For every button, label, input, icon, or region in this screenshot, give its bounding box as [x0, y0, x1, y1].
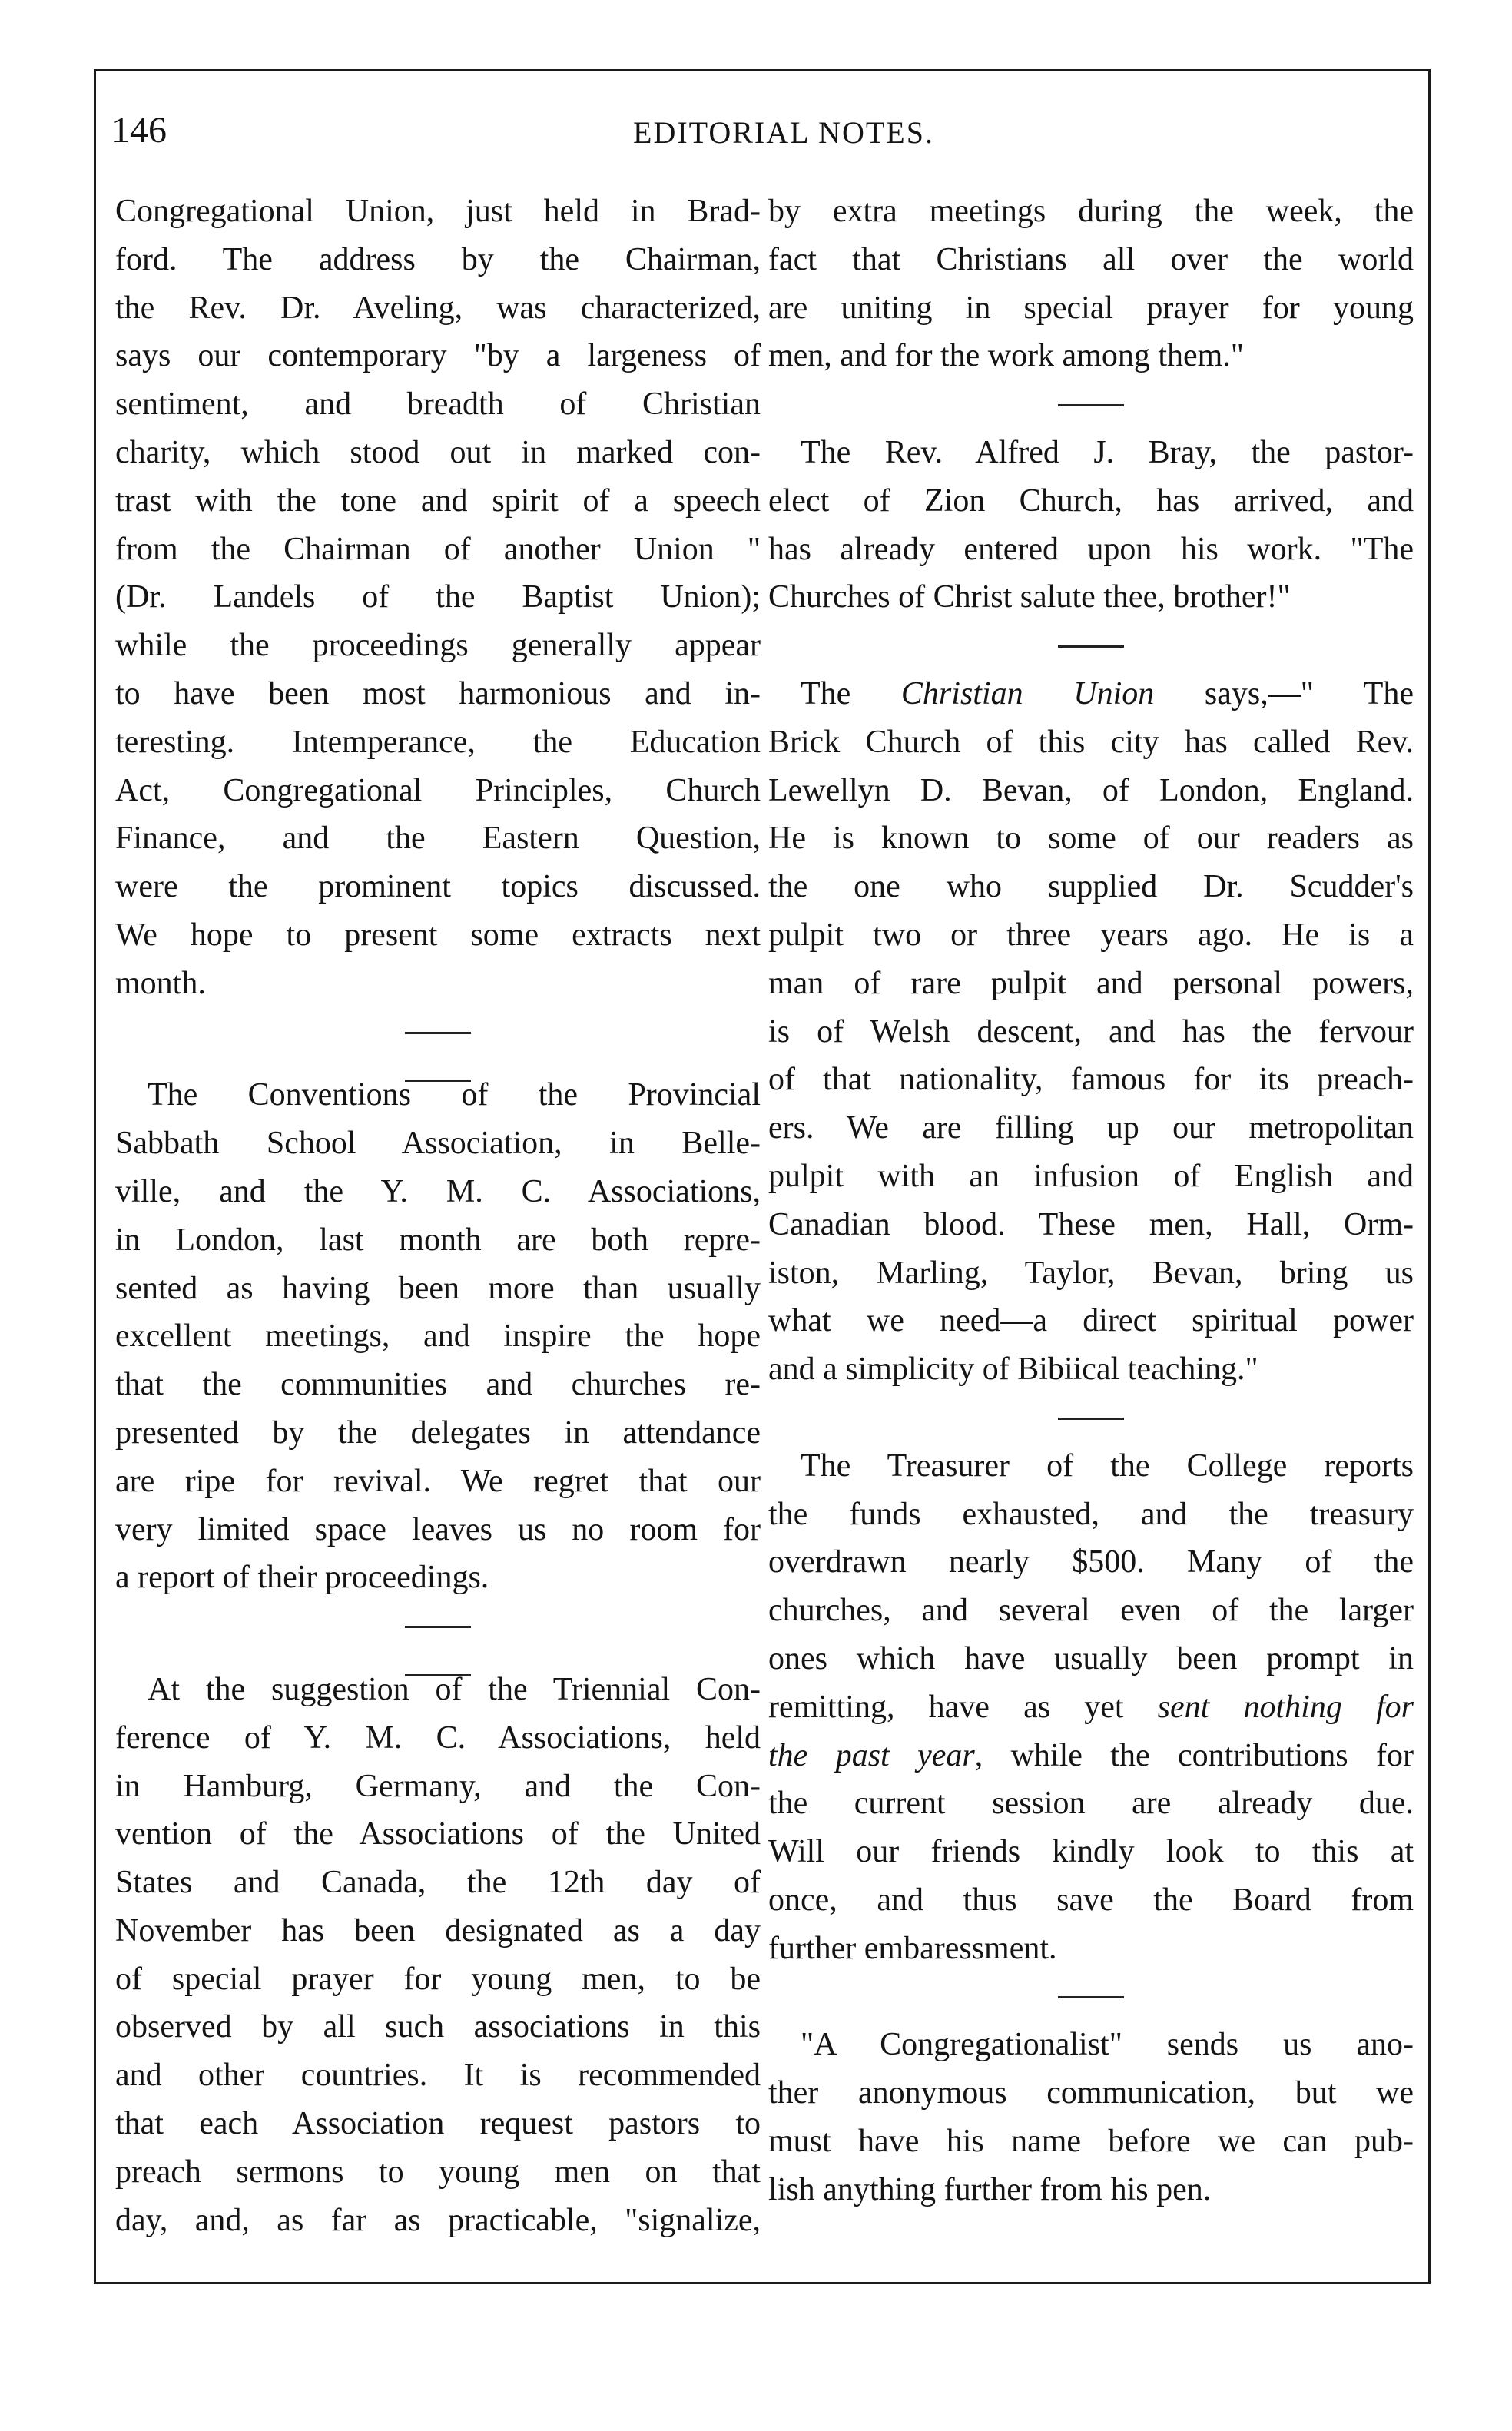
text-line: must have his name before we can pub- — [768, 2123, 1414, 2159]
text-line: to have been most harmonious and in- — [115, 675, 761, 711]
section-divider — [768, 1394, 1414, 1442]
text-line: pulpit two or three years ago. He is a — [768, 917, 1414, 953]
text-run: remitting, have as yet — [768, 1689, 1158, 1725]
text-line: Lewellyn D. Bevan, of London, England. — [768, 772, 1414, 808]
right-border-rule — [1428, 69, 1431, 2282]
text-run: , while the contributions for — [974, 1737, 1414, 1773]
text-line: Brick Church of this city has called Rev. — [768, 724, 1414, 760]
text-line: The Treasurer of the College reports — [801, 1448, 1414, 1484]
text-line: from the Chairman of another Union " — [115, 531, 761, 567]
text-line: that each Association request pastors to — [115, 2106, 761, 2142]
left-border-rule — [94, 69, 96, 2282]
text-run: says,—" The — [1154, 675, 1414, 711]
text-line: says our contemporary "by a largeness of — [115, 338, 761, 374]
section-divider — [768, 1972, 1414, 2021]
emphasis-text: sent nothing for — [1157, 1689, 1414, 1725]
text-line: in London, last month are both repre- — [115, 1222, 761, 1258]
text-line: "A Congregationalist" sends us ano- — [801, 2027, 1414, 2063]
text-line: were the prominent topics discussed. — [115, 869, 761, 905]
text-line: that the communities and churches re- — [115, 1367, 761, 1403]
text-line — [768, 670, 1414, 718]
text-line: and other countries. It is recommended — [115, 2058, 761, 2094]
paragraph-day-of-prayer — [115, 1666, 761, 2245]
text-line: fact that Christians all over the world — [768, 241, 1414, 277]
text-line: Canadian blood. These men, Hall, Orm- — [768, 1206, 1414, 1242]
publication-title: Christian Union — [900, 675, 1155, 711]
text-line: The Rev. Alfred J. Bray, the pastor- — [801, 434, 1414, 470]
text-line: excellent meetings, and inspire the hope — [115, 1318, 761, 1355]
text-line: pulpit with an infusion of English and — [768, 1158, 1414, 1194]
emphasis-text: the past year — [768, 1737, 975, 1773]
text-line: ther anonymous communication, but we — [768, 2075, 1414, 2111]
text-line: while the proceedings generally appear — [115, 628, 761, 664]
right-column — [768, 187, 1414, 2214]
text-line: observed by all such associations in this — [115, 2009, 761, 2045]
text-line: has already entered upon his work. "The — [768, 531, 1414, 567]
text-line: Churches of Christ salute thee, brother!" — [768, 579, 1291, 615]
text-line: ones which have usually been prompt in — [768, 1640, 1414, 1676]
paragraph-provincial-conventions — [115, 1071, 761, 1602]
text-line: Congregational Union, just held in Brad- — [115, 194, 761, 229]
text-line: what we need—a direct spiritual power — [768, 1303, 1414, 1339]
left-column — [115, 187, 761, 2244]
text-line: preach sermons to young men on that — [115, 2154, 761, 2190]
running-head: EDITORIAL NOTES. — [633, 115, 934, 150]
text-line: He is known to some of our readers as — [768, 821, 1414, 857]
text-run: The — [801, 675, 901, 711]
text-line: a report of their proceedings. — [115, 1560, 489, 1596]
text-line: overdrawn nearly $500. Many of the — [768, 1544, 1414, 1580]
text-line: day, and, as far as practicable, "signalize, — [115, 2202, 761, 2238]
text-line: sented as having been more than usually — [115, 1270, 761, 1306]
text-line: vention of the Associations of the United — [115, 1816, 761, 1852]
text-line: (Dr. Landels of the Baptist Union); — [115, 579, 761, 615]
text-line: in Hamburg, Germany, and the Con- — [115, 1768, 761, 1804]
text-line: Finance, and the Eastern Question, — [115, 821, 761, 857]
text-line: ford. The address by the Chairman, — [115, 241, 761, 277]
paragraph-christian-union — [768, 670, 1414, 1394]
text-line: ference of Y. M. C. Associations, held — [115, 1720, 761, 1756]
text-line: lish anything further from his pen. — [768, 2171, 1212, 2207]
text-line: Sabbath School Association, in Belle- — [115, 1126, 761, 1162]
text-line: charity, which stood out in marked con- — [115, 434, 761, 470]
text-line: teresting. Intemperance, the Education — [115, 724, 761, 760]
text-line: men, and for the work among them." — [768, 338, 1244, 374]
section-divider — [768, 380, 1414, 429]
text-line: are uniting in special prayer for young — [768, 290, 1414, 326]
text-line: presented by the delegates in attendance — [115, 1414, 761, 1451]
text-line: Will our friends kindly look to this at — [768, 1834, 1414, 1870]
text-line: the one who supplied Dr. Scudder's — [768, 869, 1414, 905]
paragraph-anonymous-communication — [768, 2021, 1414, 2214]
page-number: 146 — [111, 110, 167, 151]
spacer — [115, 1650, 761, 1666]
text-line: iston, Marling, Taylor, Bevan, bring us — [768, 1255, 1414, 1291]
text-line: elect of Zion Church, has arrived, and — [768, 483, 1414, 519]
spacer — [115, 1056, 761, 1071]
text-line: the funds exhausted, and the treasury — [768, 1496, 1414, 1532]
section-divider — [768, 622, 1414, 670]
text-line: very limited space leaves us no room for — [115, 1511, 761, 1547]
bottom-border-rule — [94, 2282, 1431, 2284]
top-border-rule — [94, 69, 1431, 71]
text-line: States and Canada, the 12th day of — [115, 1865, 761, 1901]
text-line: the current session are already due. — [768, 1786, 1414, 1822]
text-line: Act, Congregational Principles, Church — [115, 772, 761, 808]
text-line: are ripe for revival. We regret that our — [115, 1463, 761, 1499]
text-line: ers. We are filling up our metropolitan — [768, 1110, 1414, 1146]
text-line: trast with the tone and spirit of a speech — [115, 483, 761, 519]
text-line: further embaressment. — [768, 1930, 1057, 1966]
text-line: ville, and the Y. M. C. Associations, — [115, 1173, 761, 1209]
text-line — [768, 1683, 1414, 1732]
text-line: man of rare pulpit and personal powers, — [768, 965, 1414, 1001]
section-divider — [115, 1008, 761, 1056]
text-line: by extra meetings during the week, the — [768, 194, 1414, 229]
text-line: sentiment, and breadth of Christian — [115, 386, 761, 423]
text-line: of special prayer for young men, to be — [115, 1961, 761, 1997]
text-line: November has been designated as a day — [115, 1912, 761, 1948]
paragraph-college-treasurer — [768, 1442, 1414, 1973]
text-line: At the suggestion of the Triennial Con- — [148, 1671, 761, 1707]
text-line: We hope to present some extracts next — [115, 917, 761, 953]
text-line: of that nationality, famous for its preach- — [768, 1062, 1414, 1098]
text-line — [768, 1732, 1414, 1780]
text-line: and a simplicity of Bibiical teaching." — [768, 1351, 1258, 1388]
section-divider — [115, 1602, 761, 1650]
text-line: is of Welsh descent, and has the fervour — [768, 1013, 1414, 1050]
paragraph-congregational-union — [115, 187, 761, 1008]
paragraph-rev-bray — [768, 429, 1414, 622]
text-line: month. — [115, 965, 206, 1001]
text-line: The Conventions of the Provincial — [148, 1077, 761, 1113]
text-line: the Rev. Dr. Aveling, was characterized, — [115, 290, 761, 326]
paragraph-prayer-continued — [768, 187, 1414, 380]
text-line: once, and thus save the Board from — [768, 1882, 1414, 1918]
text-line: churches, and several even of the larger — [768, 1593, 1414, 1629]
